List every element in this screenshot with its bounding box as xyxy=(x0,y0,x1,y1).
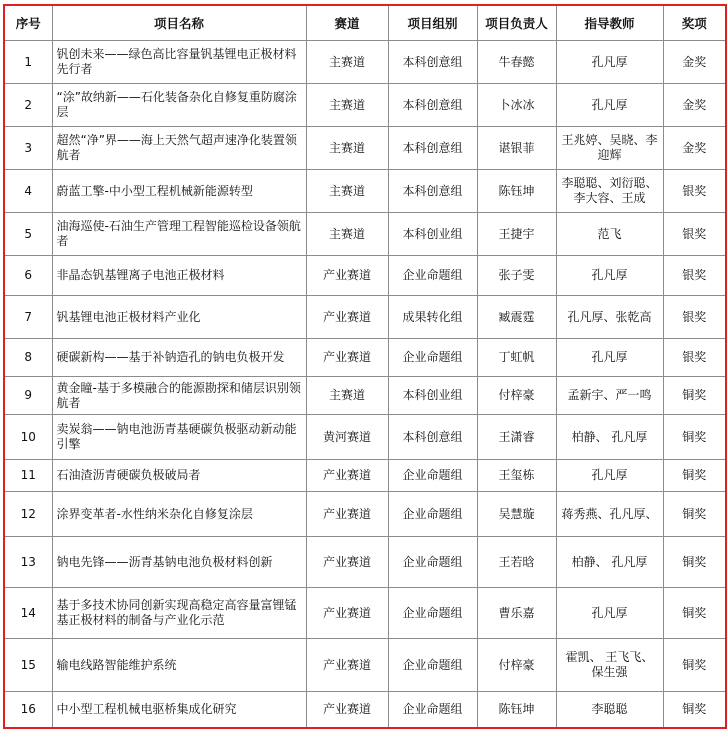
cell-leader: 谌银菲 xyxy=(477,127,556,170)
cell-project-name: 硬碳新构——基于补钠造孔的钠电负极开发 xyxy=(52,339,306,377)
cell-teacher: 孔凡厚 xyxy=(556,339,663,377)
cell-group: 企业命题组 xyxy=(388,460,477,492)
cell-leader: 付梓豪 xyxy=(477,639,556,692)
cell-group: 本科创意组 xyxy=(388,170,477,213)
cell-award: 银奖 xyxy=(663,170,726,213)
cell-group: 本科创意组 xyxy=(388,41,477,84)
cell-project-name: 石油渣沥青硬碳负极破局者 xyxy=(52,460,306,492)
cell-group: 企业命题组 xyxy=(388,492,477,537)
table-row xyxy=(4,692,726,728)
cell-track: 主赛道 xyxy=(306,377,388,415)
cell-seq: 8 xyxy=(4,339,52,377)
cell-teacher: 孔凡厚 xyxy=(556,256,663,296)
table-row xyxy=(4,339,726,377)
cell-group: 企业命题组 xyxy=(388,639,477,692)
table-row xyxy=(4,377,726,415)
cell-leader: 王潇睿 xyxy=(477,415,556,460)
cell-group: 企业命题组 xyxy=(388,588,477,639)
cell-seq: 7 xyxy=(4,296,52,339)
cell-teacher: 孔凡厚 xyxy=(556,460,663,492)
cell-leader: 陈钰坤 xyxy=(477,692,556,728)
cell-seq: 4 xyxy=(4,170,52,213)
table-row xyxy=(4,415,726,460)
cell-group: 企业命题组 xyxy=(388,256,477,296)
cell-project-name: 油海巡使-石油生产管理工程智能巡检设备领航者 xyxy=(52,213,306,256)
cell-teacher: 孔凡厚、张乾高 xyxy=(556,296,663,339)
cell-project-name: “涂”故纳新——石化装备杂化自修复重防腐涂层 xyxy=(52,84,306,127)
cell-seq: 6 xyxy=(4,256,52,296)
cell-teacher: 孟新宇、严一鸣 xyxy=(556,377,663,415)
table-row xyxy=(4,537,726,588)
cell-seq: 2 xyxy=(4,84,52,127)
cell-award: 铜奖 xyxy=(663,492,726,537)
cell-track: 产业赛道 xyxy=(306,639,388,692)
cell-leader: 王若晗 xyxy=(477,537,556,588)
cell-award: 铜奖 xyxy=(663,377,726,415)
table-row xyxy=(4,588,726,639)
cell-seq: 15 xyxy=(4,639,52,692)
cell-award: 金奖 xyxy=(663,127,726,170)
cell-seq: 10 xyxy=(4,415,52,460)
cell-award: 铜奖 xyxy=(663,415,726,460)
cell-teacher: 孔凡厚 xyxy=(556,41,663,84)
header-award: 奖项 xyxy=(663,5,726,41)
cell-project-name: 输电线路智能维护系统 xyxy=(52,639,306,692)
table-row xyxy=(4,639,726,692)
cell-award: 银奖 xyxy=(663,339,726,377)
table-row xyxy=(4,84,726,127)
cell-project-name: 黄金瞳-基于多模融合的能源勘探和储层识别领航者 xyxy=(52,377,306,415)
cell-track: 产业赛道 xyxy=(306,339,388,377)
header-group: 项目组别 xyxy=(388,5,477,41)
cell-teacher: 柏静、 孔凡厚 xyxy=(556,537,663,588)
cell-group: 企业命题组 xyxy=(388,537,477,588)
cell-award: 铜奖 xyxy=(663,639,726,692)
cell-leader: 曹乐嘉 xyxy=(477,588,556,639)
header-seq: 序号 xyxy=(4,5,52,41)
cell-track: 产业赛道 xyxy=(306,256,388,296)
cell-group: 本科创业组 xyxy=(388,377,477,415)
cell-award: 银奖 xyxy=(663,213,726,256)
cell-award: 银奖 xyxy=(663,296,726,339)
cell-group: 本科创意组 xyxy=(388,415,477,460)
cell-track: 产业赛道 xyxy=(306,296,388,339)
cell-teacher: 柏静、 孔凡厚 xyxy=(556,415,663,460)
cell-award: 铜奖 xyxy=(663,460,726,492)
cell-project-name: 非晶态钒基锂离子电池正极材料 xyxy=(52,256,306,296)
cell-leader: 卜冰冰 xyxy=(477,84,556,127)
cell-project-name: 基于多技术协同创新实现高稳定高容量富锂锰基正极材料的制备与产业化示范 xyxy=(52,588,306,639)
cell-seq: 12 xyxy=(4,492,52,537)
header-row xyxy=(4,5,726,41)
cell-leader: 牛春懿 xyxy=(477,41,556,84)
cell-seq: 9 xyxy=(4,377,52,415)
cell-seq: 14 xyxy=(4,588,52,639)
cell-group: 本科创意组 xyxy=(388,84,477,127)
header-teacher: 指导教师 xyxy=(556,5,663,41)
cell-group: 企业命题组 xyxy=(388,692,477,728)
header-track: 赛道 xyxy=(306,5,388,41)
cell-track: 产业赛道 xyxy=(306,492,388,537)
cell-track: 主赛道 xyxy=(306,213,388,256)
cell-leader: 丁虹帆 xyxy=(477,339,556,377)
cell-track: 主赛道 xyxy=(306,41,388,84)
cell-track: 产业赛道 xyxy=(306,692,388,728)
table-row xyxy=(4,492,726,537)
cell-teacher: 霍凯、 王飞飞、保生强 xyxy=(556,639,663,692)
cell-seq: 16 xyxy=(4,692,52,728)
table-row xyxy=(4,460,726,492)
cell-leader: 臧震霆 xyxy=(477,296,556,339)
cell-teacher: 李聪聪、刘衍聪、李大容、王成 xyxy=(556,170,663,213)
cell-group: 本科创业组 xyxy=(388,213,477,256)
table-row xyxy=(4,170,726,213)
cell-teacher: 孔凡厚 xyxy=(556,588,663,639)
cell-leader: 张子雯 xyxy=(477,256,556,296)
cell-leader: 吴慧璇 xyxy=(477,492,556,537)
cell-track: 产业赛道 xyxy=(306,460,388,492)
cell-teacher: 蒋秀燕、孔凡厚、 xyxy=(556,492,663,537)
table-row xyxy=(4,41,726,84)
cell-track: 产业赛道 xyxy=(306,537,388,588)
table-row xyxy=(4,256,726,296)
cell-award: 金奖 xyxy=(663,84,726,127)
cell-project-name: 钒基锂电池正极材料产业化 xyxy=(52,296,306,339)
cell-group: 成果转化组 xyxy=(388,296,477,339)
cell-track: 产业赛道 xyxy=(306,588,388,639)
cell-seq: 5 xyxy=(4,213,52,256)
cell-leader: 陈钰坤 xyxy=(477,170,556,213)
cell-track: 主赛道 xyxy=(306,170,388,213)
table-row xyxy=(4,296,726,339)
cell-project-name: 钠电先锋——沥青基钠电池负极材料创新 xyxy=(52,537,306,588)
cell-teacher: 范飞 xyxy=(556,213,663,256)
cell-project-name: 蔚蓝工擎-中小型工程机械新能源转型 xyxy=(52,170,306,213)
cell-teacher: 孔凡厚 xyxy=(556,84,663,127)
cell-project-name: 涂界变革者-水性纳米杂化自修复涂层 xyxy=(52,492,306,537)
cell-seq: 3 xyxy=(4,127,52,170)
table-row xyxy=(4,127,726,170)
awards-table xyxy=(3,4,727,729)
cell-leader: 付梓豪 xyxy=(477,377,556,415)
cell-group: 企业命题组 xyxy=(388,339,477,377)
header-leader: 项目负责人 xyxy=(477,5,556,41)
cell-teacher: 李聪聪 xyxy=(556,692,663,728)
cell-project-name: 卖炭翁——钠电池沥青基硬碳负极驱动新动能引擎 xyxy=(52,415,306,460)
cell-seq: 11 xyxy=(4,460,52,492)
cell-group: 本科创意组 xyxy=(388,127,477,170)
cell-project-name: 钒创未来——绿色高比容量钒基锂电正极材料先行者 xyxy=(52,41,306,84)
cell-award: 铜奖 xyxy=(663,692,726,728)
cell-award: 金奖 xyxy=(663,41,726,84)
cell-seq: 13 xyxy=(4,537,52,588)
header-name: 项目名称 xyxy=(52,5,306,41)
cell-track: 主赛道 xyxy=(306,127,388,170)
cell-leader: 王捷宇 xyxy=(477,213,556,256)
cell-project-name: 超然“净”界——海上天然气超声速净化装置领航者 xyxy=(52,127,306,170)
table-row xyxy=(4,213,726,256)
cell-award: 铜奖 xyxy=(663,537,726,588)
cell-award: 铜奖 xyxy=(663,588,726,639)
cell-award: 银奖 xyxy=(663,256,726,296)
cell-project-name: 中小型工程机械电驱桥集成化研究 xyxy=(52,692,306,728)
cell-teacher: 王兆婷、吴晓、李迎辉 xyxy=(556,127,663,170)
cell-track: 黄河赛道 xyxy=(306,415,388,460)
cell-seq: 1 xyxy=(4,41,52,84)
cell-track: 主赛道 xyxy=(306,84,388,127)
cell-leader: 王玺栋 xyxy=(477,460,556,492)
